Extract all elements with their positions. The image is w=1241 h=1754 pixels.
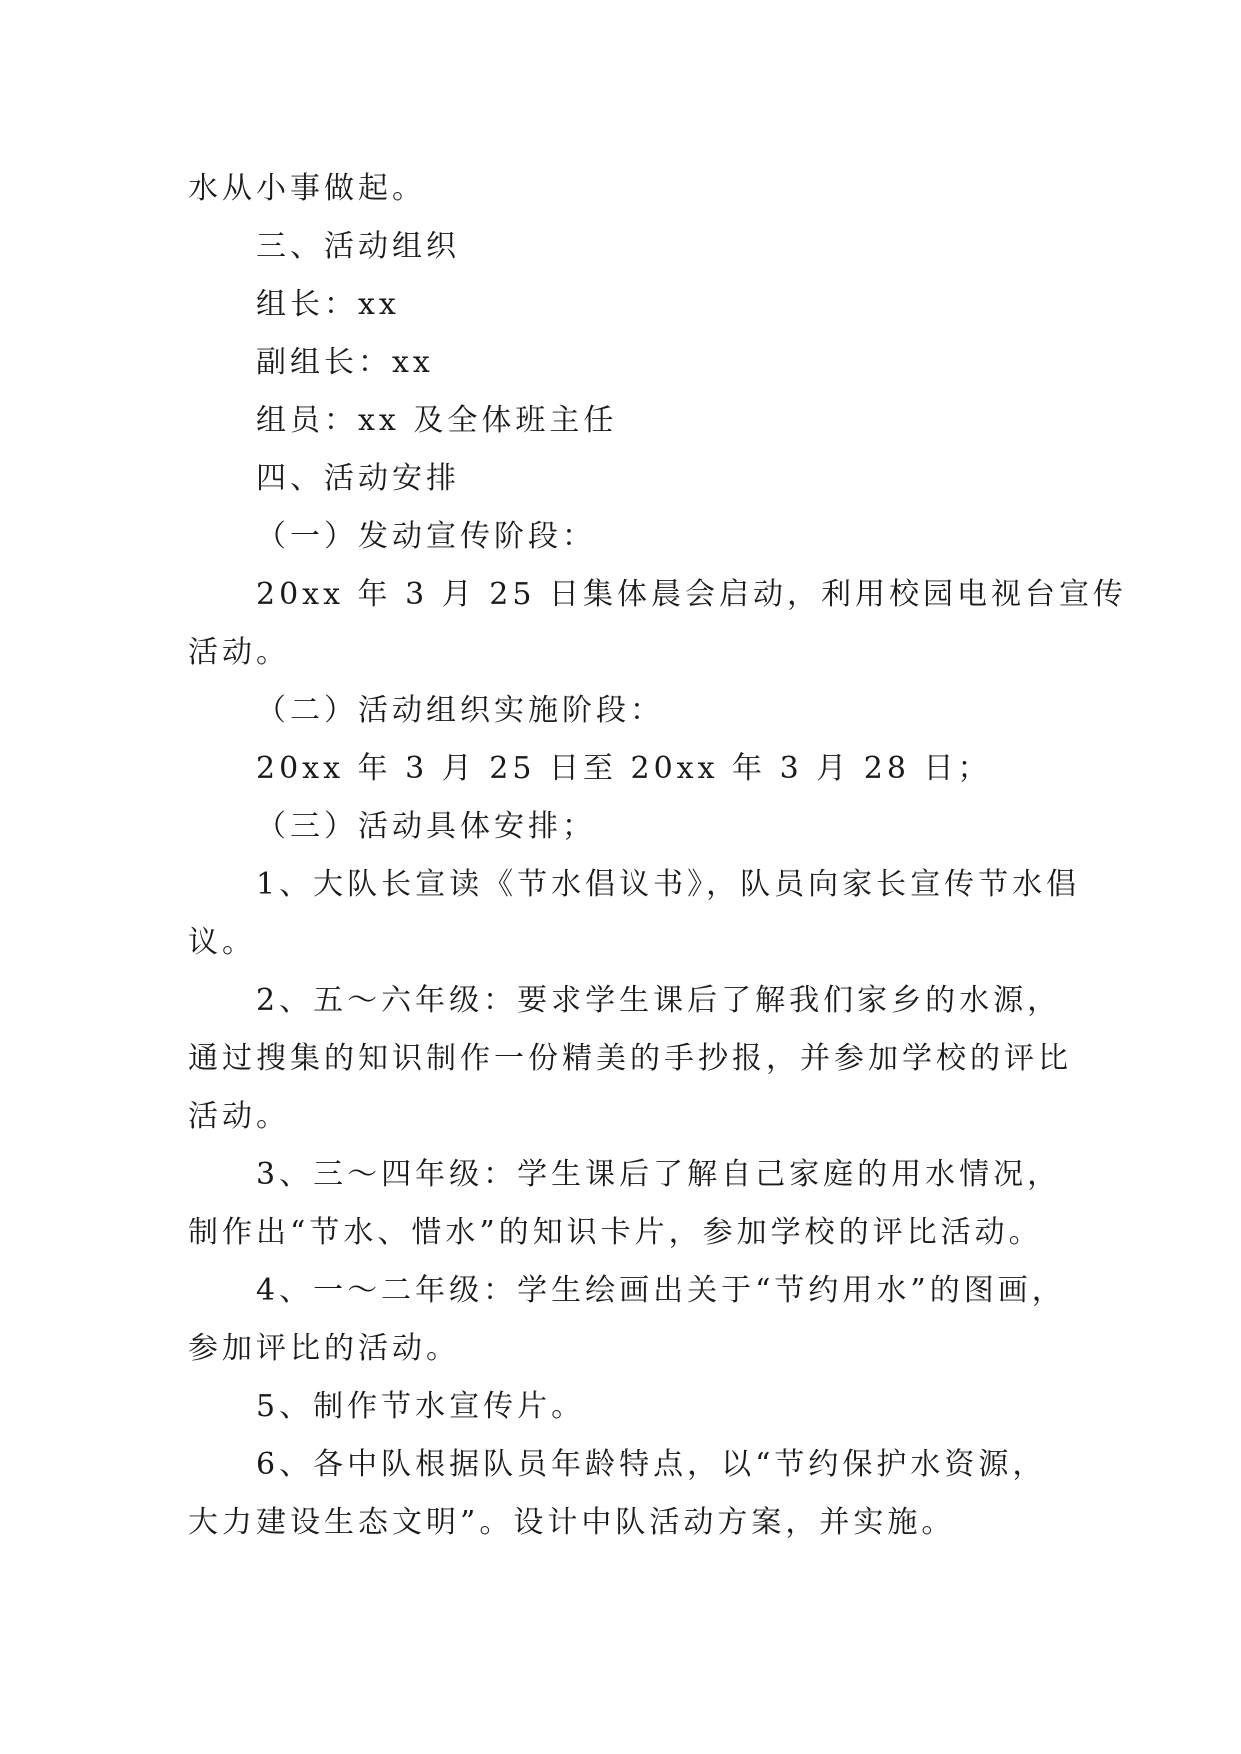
text-line: 6、各中队根据队员年龄特点，以“节约保护水资源，: [256, 1447, 1047, 1482]
text-line: 制作出“节水、惜水”的知识卡片，参加学校的评比活动。: [188, 1215, 1043, 1250]
text-line: 活动。: [188, 1099, 290, 1134]
text-line: （一）发动宣传阶段：: [256, 519, 596, 554]
text-line: 2、五～六年级：要求学生课后了解我们家乡的水源，: [256, 983, 1062, 1018]
text-line: 副组长：xx: [256, 345, 434, 380]
text-line: 通过搜集的知识制作一份精美的手抄报，并参加学校的评比: [188, 1041, 1072, 1076]
text-line: 大力建设生态文明”。设计中队活动方案，并实施。: [188, 1505, 956, 1540]
text-line: 3、三～四年级：学生课后了解自己家庭的用水情况，: [256, 1157, 1062, 1192]
text-line: 1、大队长宣读《节水倡议书》，队员向家长宣传节水倡: [256, 867, 1081, 902]
text-line: 议。: [188, 925, 256, 960]
text-line: 参加评比的活动。: [188, 1331, 460, 1366]
text-line: 组员：xx 及全体班主任: [256, 403, 618, 438]
text-line: 三、活动组织: [256, 229, 460, 264]
text-line: 水从小事做起。: [188, 171, 426, 206]
text-line: （三）活动具体安排；: [256, 809, 596, 844]
text-line: 四、活动安排: [256, 461, 460, 496]
text-line: 组长：xx: [256, 287, 400, 322]
text-line: 活动。: [188, 635, 290, 670]
text-line: 20xx 年 3 月 25 日至 20xx 年 3 月 28 日；: [256, 751, 992, 786]
text-line: （二）活动组织实施阶段：: [256, 693, 664, 728]
document-body: [188, 160, 1127, 1552]
text-line: 5、制作节水宣传片。: [256, 1389, 586, 1424]
text-line: 20xx 年 3 月 25 日集体晨会启动，利用校园电视台宣传: [256, 577, 1127, 612]
text-line: 4、一～二年级：学生绘画出关于“节约用水”的图画，: [256, 1273, 1066, 1308]
